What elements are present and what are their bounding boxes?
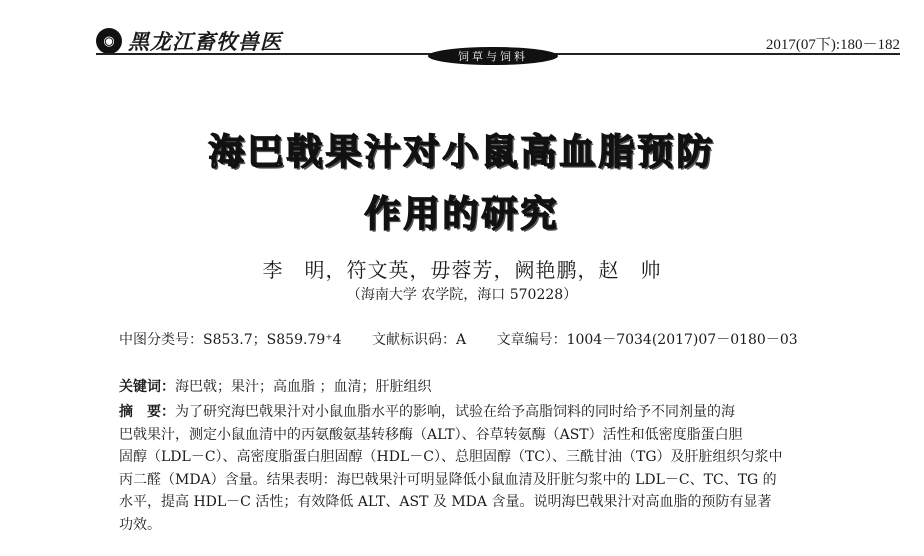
abstract-line: 巴戟果汁，测定小鼠血清中的丙氨酸氨基转移酶（ALT）、谷草转氨酶（AST）活性和低密度脂蛋白胆 bbox=[119, 426, 743, 443]
abstract-line: 固醇（LDL－C）、高密度脂蛋白胆固醇（HDL－C）、总胆固醇（TC）、三酰甘油（TG）及肝脏组织匀浆中 bbox=[119, 449, 783, 465]
journal-logo bbox=[96, 26, 282, 56]
abstract-line: 水平，提高 HDL－C 活性；有效降低 ALT、AST 及 MDA 含量。说明海巴戟果汁对高血脂的预防有显著 bbox=[119, 494, 772, 510]
document-code: 文献标识码：A bbox=[372, 332, 467, 348]
classification-row bbox=[119, 329, 824, 349]
article-title-line1: 海巴戟果汁对小鼠高血脂预防 bbox=[208, 132, 716, 173]
keywords-label: 关键词： bbox=[119, 379, 175, 395]
abstract-label: 摘 要： bbox=[119, 404, 175, 420]
article-number: 文章编号：1004－7034(2017)07－0180－03 bbox=[496, 332, 798, 348]
abstract bbox=[119, 401, 889, 536]
affiliation: （海南大学 农学院，海口 570228） bbox=[346, 287, 578, 303]
keywords-text: 海巴戟；果汁；高血脂 ；血清；肝脏组织 bbox=[175, 379, 432, 395]
journal-name: 黑龙江畜牧兽医 bbox=[128, 29, 282, 54]
abstract-line: 功效。 bbox=[119, 516, 161, 533]
abstract-line bbox=[119, 401, 889, 424]
section-label: 饲草与饲料 bbox=[428, 47, 558, 65]
journal-emblem-icon: ◉ bbox=[96, 28, 122, 54]
clc-number: 中图分类号：S853.7；S859.79⁺4 bbox=[119, 332, 342, 348]
abstract-text: 为了研究海巴戟果汁对小鼠血脂水平的影响，试验在给予高脂饲料的同时给予不同剂量的海 bbox=[175, 404, 735, 420]
keywords bbox=[119, 376, 431, 396]
issue-info: 2017(07下):180－182 bbox=[765, 37, 900, 53]
abstract-line: 丙二醛（MDA）含量。结果表明：海巴戟果汁可明显降低小鼠血清及肝脏匀浆中的 LDL－C、TC、TG 的 bbox=[119, 471, 777, 488]
authors: 李 明，符文英，毋蓉芳，阙艳鹏，赵 帅 bbox=[262, 258, 662, 282]
article-title-line2: 作用的研究 bbox=[364, 194, 560, 235]
